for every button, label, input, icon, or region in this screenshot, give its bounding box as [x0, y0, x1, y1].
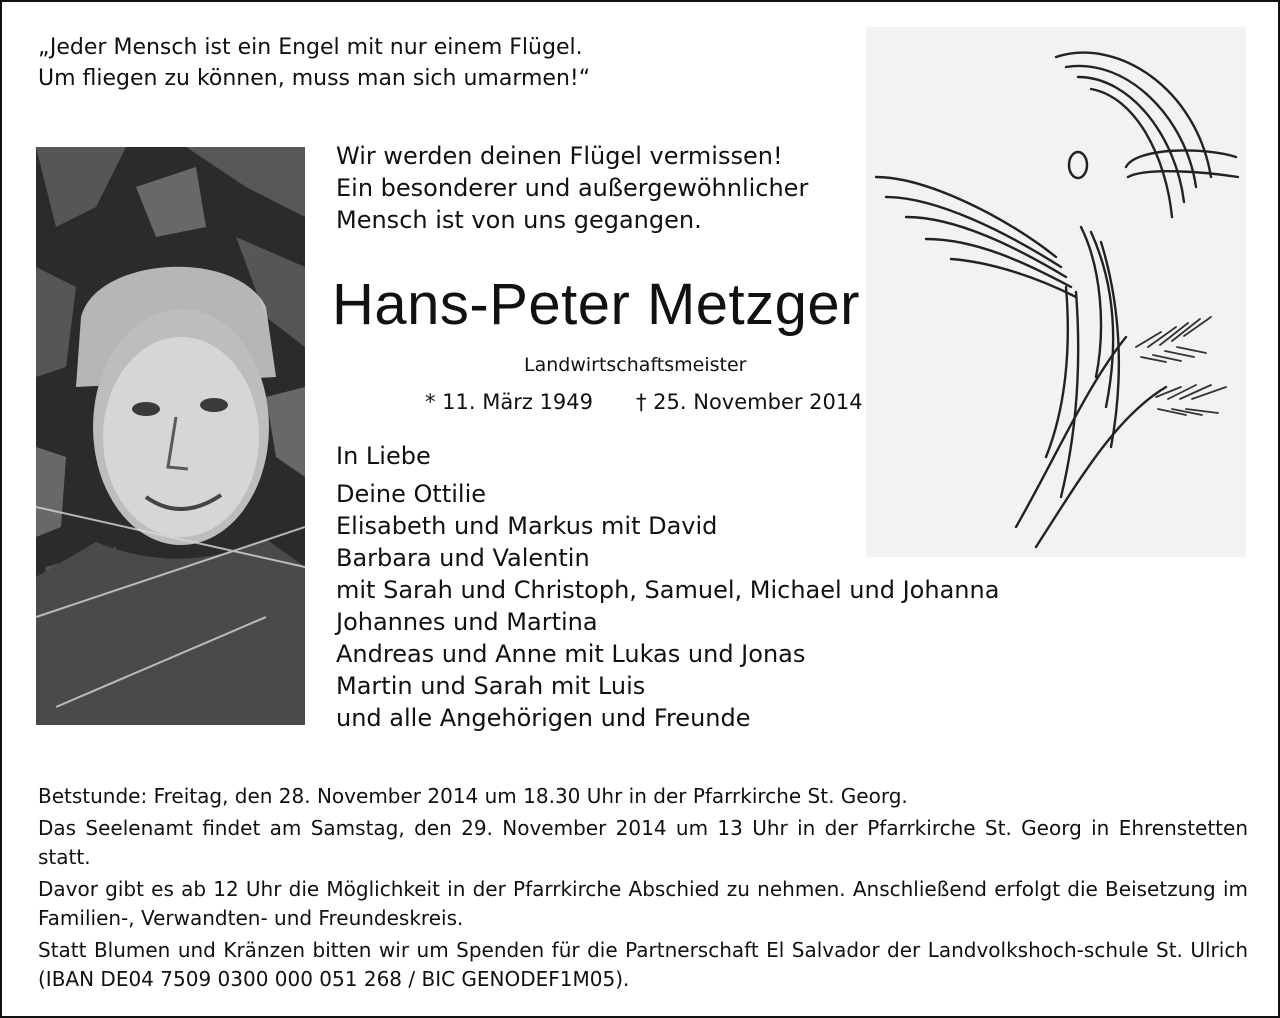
death-date: † 25. November 2014 [636, 390, 863, 414]
mourner-line: Deine Ottilie [336, 480, 486, 508]
deceased-name: Hans-Peter Metzger [332, 272, 860, 337]
donation-note: Statt Blumen und Kränzen bitten wir um Spenden für die Partnerschaft El Salvador der Landvolkshoch-schule St. Ulrich (IBAN DE04 7509 0300 000 051 268 / BIC GENODEF1M05). [38, 938, 1248, 991]
intro-line-3: Mensch ist von uns gegangen. [336, 206, 702, 234]
birth-date: * 11. März 1949 [425, 390, 594, 414]
requiem-note: Das Seelenamt findet am Samstag, den 29. November 2014 um 13 Uhr in der Pfarrkirche St. Georg in Ehrenstetten statt. [38, 816, 1248, 869]
intro-text [336, 140, 808, 236]
mourners-list [336, 440, 999, 734]
prayer-hour-note: Betstunde: Freitag, den 28. November 2014 um 18.30 Uhr in der Pfarrkirche St. Georg. [38, 784, 908, 808]
intro-line-1: Wir werden deinen Flügel vermissen! [336, 142, 783, 170]
mourners-heading: In Liebe [336, 442, 431, 470]
mourner-line: Martin und Sarah mit Luis [336, 672, 646, 700]
farewell-note: Davor gibt es ab 12 Uhr die Möglichkeit in der Pfarrkirche Abschied zu nehmen. Anschließend erfolgt die Beisetzung im Familien-, Verwandten- und Freundeskreis. [38, 877, 1248, 930]
service-notes [38, 782, 1248, 994]
quote-line-1: „Jeder Mensch ist ein Engel mit nur einem Flügel. [38, 35, 583, 60]
quote-line-2: Um fliegen zu können, muss man sich umarmen!“ [38, 66, 591, 91]
mourner-line: Barbara und Valentin [336, 544, 590, 572]
portrait-photo-icon [36, 147, 305, 725]
mourner-line: mit Sarah und Christoph, Samuel, Michael und Johanna [336, 576, 1000, 604]
intro-line-2: Ein besonderer und außergewöhnlicher [336, 174, 809, 202]
mourner-line: und alle Angehörigen und Freunde [336, 704, 751, 732]
profession: Landwirtschaftsmeister [524, 354, 747, 376]
opening-quote [38, 32, 590, 94]
portrait-photo [36, 147, 305, 725]
mourner-line: Andreas und Anne mit Lukas und Jonas [336, 640, 806, 668]
mourner-line: Johannes und Martina [336, 608, 598, 636]
mourner-line: Elisabeth und Markus mit David [336, 512, 718, 540]
